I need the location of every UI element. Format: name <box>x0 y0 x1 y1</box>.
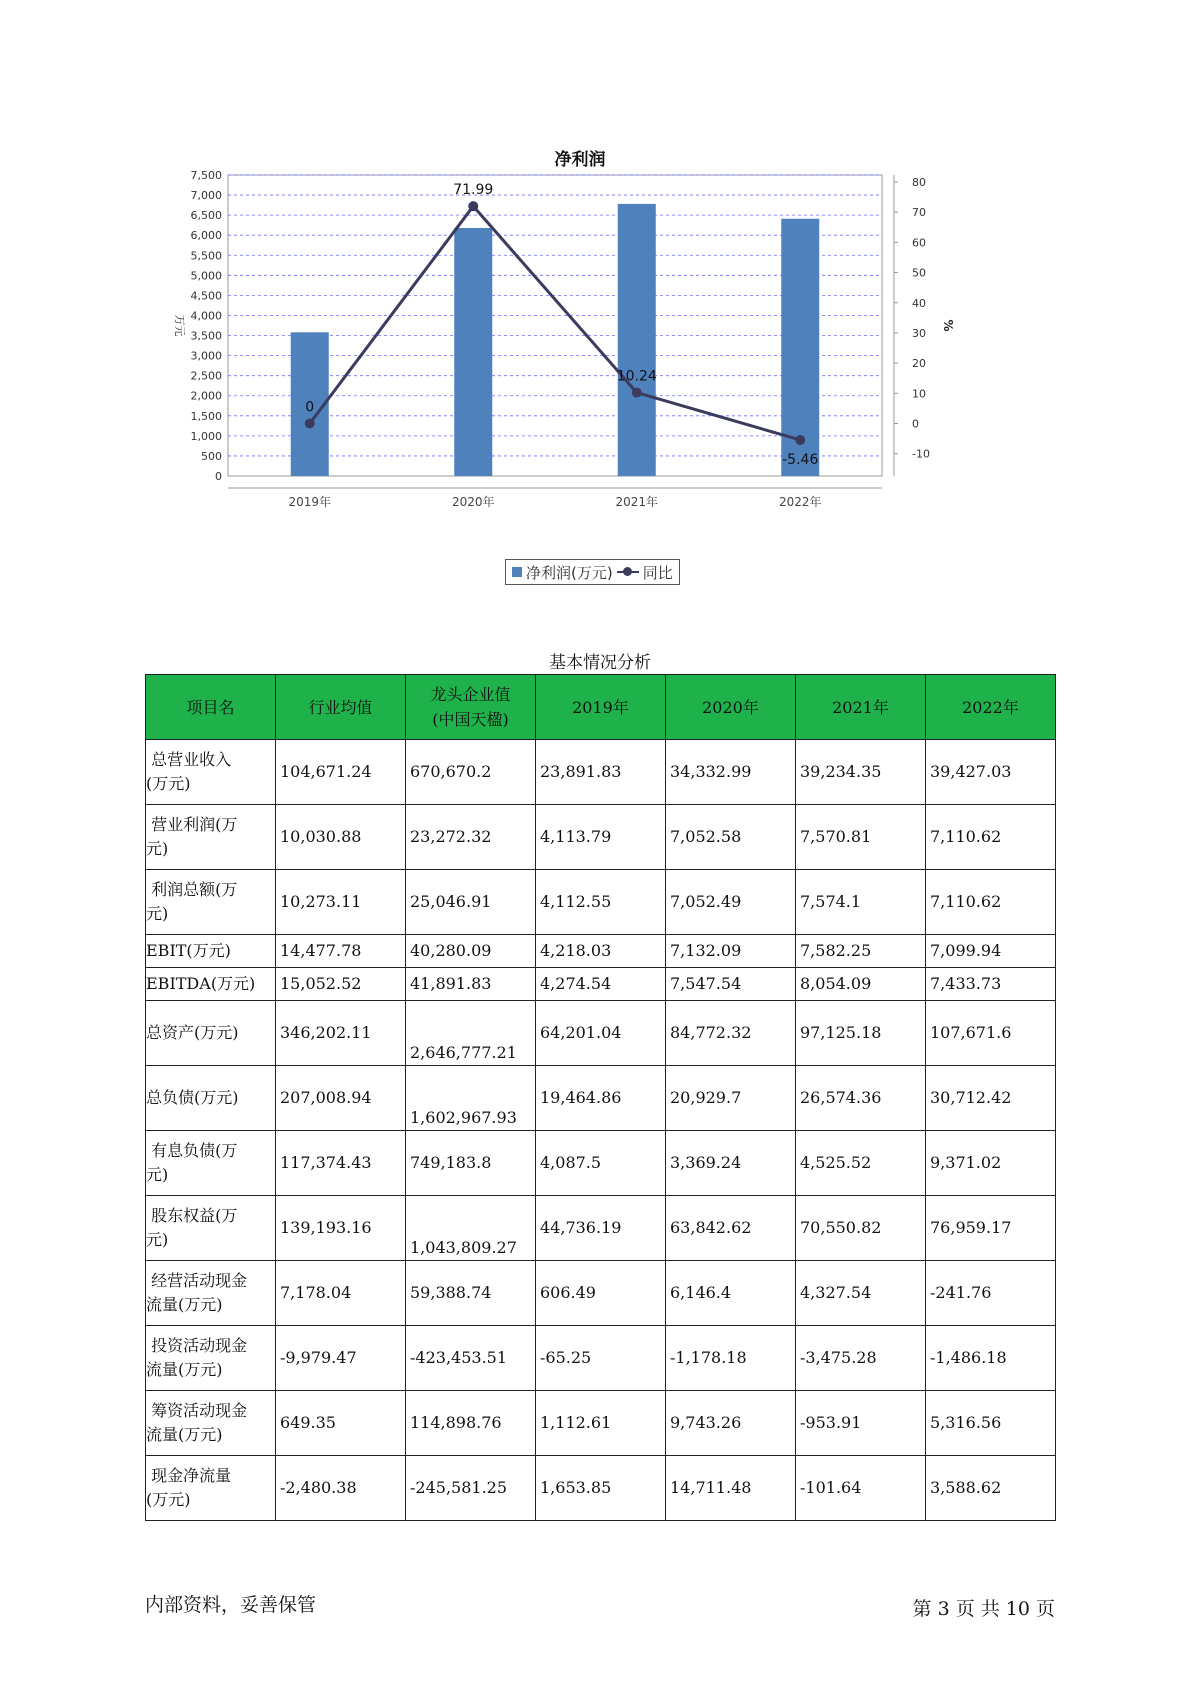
y-tick-label: 1,500 <box>190 409 222 423</box>
legend-bar-label: 净利润(万元) <box>526 563 613 582</box>
table-cell: -101.64 <box>796 1456 926 1521</box>
table-header-cell: 2020年 <box>666 675 796 740</box>
table-cell: 5,316.56 <box>926 1391 1056 1456</box>
table-cell: 26,574.36 <box>796 1066 926 1131</box>
table-cell: 39,234.35 <box>796 740 926 805</box>
table-cell: 104,671.24 <box>276 740 406 805</box>
table-row <box>146 1066 1056 1131</box>
table-cell: -2,480.38 <box>276 1456 406 1521</box>
table-cell: 1,602,967.93 <box>406 1066 536 1131</box>
table-cell: 7,570.81 <box>796 805 926 870</box>
table-cell: 20,929.7 <box>666 1066 796 1131</box>
basic-analysis-table <box>145 674 1056 1521</box>
y2-tick-label: 50 <box>912 266 926 280</box>
row-name-cell: EBITDA(万元) <box>146 968 276 1001</box>
table-cell: 64,201.04 <box>536 1001 666 1066</box>
table-header-cell: 龙头企业值 (中国天楹) <box>406 675 536 740</box>
x-tick-label: 2019年 <box>288 495 332 509</box>
y-tick-label: 2,500 <box>190 369 222 383</box>
row-name-cell: 总资产(万元) <box>146 1001 276 1066</box>
table-cell: 10,273.11 <box>276 870 406 935</box>
table-cell: 117,374.43 <box>276 1131 406 1196</box>
table-header-cell: 项目名 <box>146 675 276 740</box>
table-cell: 3,588.62 <box>926 1456 1056 1521</box>
table-cell: 30,712.42 <box>926 1066 1056 1131</box>
y-tick-label: 0 <box>215 470 222 483</box>
table-cell: 649.35 <box>276 1391 406 1456</box>
bar <box>618 204 656 476</box>
y-tick-label: 1,000 <box>190 429 222 443</box>
yoy-data-label: 0 <box>305 399 315 416</box>
row-name-cell: 投资活动现金 流量(万元) <box>146 1326 276 1391</box>
y-tick-label: 4,500 <box>190 289 222 303</box>
table-cell: 107,671.6 <box>926 1001 1056 1066</box>
table-cell: 1,043,809.27 <box>406 1196 536 1261</box>
table-cell: 8,054.09 <box>796 968 926 1001</box>
y2-tick-label: 70 <box>912 206 926 220</box>
y2-tick-label: 10 <box>912 387 926 401</box>
table-row <box>146 1456 1056 1521</box>
table-cell: -423,453.51 <box>406 1326 536 1391</box>
table-cell: -241.76 <box>926 1261 1056 1326</box>
table-cell: 14,711.48 <box>666 1456 796 1521</box>
table-cell: 44,736.19 <box>536 1196 666 1261</box>
y-tick-label: 7,000 <box>190 189 222 203</box>
table-cell: 7,110.62 <box>926 870 1056 935</box>
table-cell: 114,898.76 <box>406 1391 536 1456</box>
row-name-cell: EBIT(万元) <box>146 935 276 968</box>
table-cell: 7,052.49 <box>666 870 796 935</box>
table-cell: 7,582.25 <box>796 935 926 968</box>
y-tick-label: 500 <box>201 449 222 463</box>
table-cell: 9,743.26 <box>666 1391 796 1456</box>
table-header-cell: 2022年 <box>926 675 1056 740</box>
table-cell: 34,332.99 <box>666 740 796 805</box>
table-cell: 6,146.4 <box>666 1261 796 1326</box>
yoy-data-label: 10.24 <box>616 368 657 385</box>
table-caption: 基本情况分析 <box>549 653 651 673</box>
bar <box>454 228 492 476</box>
table-cell: 749,183.8 <box>406 1131 536 1196</box>
footer-confidential: 内部资料，妥善保管 <box>145 1594 317 1616</box>
y2-tick-label: 30 <box>912 326 926 340</box>
table-cell: -9,979.47 <box>276 1326 406 1391</box>
y-axis-label: 万元 <box>173 314 186 337</box>
table-cell: 19,464.86 <box>536 1066 666 1131</box>
y-tick-label: 6,500 <box>190 209 222 223</box>
table-row <box>146 1261 1056 1326</box>
y2-tick-label: 0 <box>912 417 919 431</box>
table-cell: 7,052.58 <box>666 805 796 870</box>
row-name-cell: 营业利润(万 元) <box>146 805 276 870</box>
y-tick-label: 6,000 <box>190 229 222 243</box>
table-row <box>146 870 1056 935</box>
yoy-point <box>632 388 642 398</box>
table-cell: 15,052.52 <box>276 968 406 1001</box>
table-cell: -953.91 <box>796 1391 926 1456</box>
y2-tick-label: 80 <box>912 176 926 189</box>
y2-tick-label: 60 <box>912 236 926 250</box>
table-row <box>146 740 1056 805</box>
y2-tick-label: 20 <box>912 357 926 371</box>
table-cell: 41,891.83 <box>406 968 536 1001</box>
table-cell: 4,087.5 <box>536 1131 666 1196</box>
table-cell: 3,369.24 <box>666 1131 796 1196</box>
table-cell: 39,427.03 <box>926 740 1056 805</box>
table-cell: 7,099.94 <box>926 935 1056 968</box>
table-cell: 346,202.11 <box>276 1001 406 1066</box>
y-tick-label: 5,500 <box>190 249 222 263</box>
yoy-data-label: 71.99 <box>453 182 494 199</box>
footer-page-number: 第 3 页 共 10 页 <box>912 1598 1055 1620</box>
net-profit-chart <box>160 135 1000 595</box>
y-tick-label: 7,500 <box>190 169 222 182</box>
table-cell: -3,475.28 <box>796 1326 926 1391</box>
yoy-data-label: -5.46 <box>782 451 819 468</box>
row-name-cell: 总负债(万元) <box>146 1066 276 1131</box>
table-cell: 84,772.32 <box>666 1001 796 1066</box>
table-cell: 4,218.03 <box>536 935 666 968</box>
y-tick-label: 4,000 <box>190 309 222 323</box>
table-cell: 4,113.79 <box>536 805 666 870</box>
table-cell: 139,193.16 <box>276 1196 406 1261</box>
row-name-cell: 股东权益(万 元) <box>146 1196 276 1261</box>
row-name-cell: 现金净流量 (万元) <box>146 1456 276 1521</box>
row-name-cell: 利润总额(万 元) <box>146 870 276 935</box>
table-cell: 1,653.85 <box>536 1456 666 1521</box>
table-cell: 4,327.54 <box>796 1261 926 1326</box>
table-row <box>146 935 1056 968</box>
row-name-cell: 有息负债(万 元) <box>146 1131 276 1196</box>
chart-legend <box>505 559 680 585</box>
x-tick-label: 2020年 <box>451 495 495 509</box>
table-cell: 23,272.32 <box>406 805 536 870</box>
table-cell: 4,274.54 <box>536 968 666 1001</box>
table-cell: 9,371.02 <box>926 1131 1056 1196</box>
table-cell: 7,547.54 <box>666 968 796 1001</box>
table-cell: 4,112.55 <box>536 870 666 935</box>
yoy-point <box>468 201 478 211</box>
table-cell: 7,574.1 <box>796 870 926 935</box>
table-cell: -65.25 <box>536 1326 666 1391</box>
legend-line-label: 同比 <box>642 563 673 582</box>
row-name-cell: 经营活动现金 流量(万元) <box>146 1261 276 1326</box>
table-cell: -1,486.18 <box>926 1326 1056 1391</box>
table-cell: 7,132.09 <box>666 935 796 968</box>
row-name-cell: 筹资活动现金 流量(万元) <box>146 1391 276 1456</box>
table-cell: 7,110.62 <box>926 805 1056 870</box>
table-row <box>146 968 1056 1001</box>
y2-tick-label: -10 <box>912 447 930 461</box>
y-tick-label: 2,000 <box>190 389 222 403</box>
table-cell: 4,525.52 <box>796 1131 926 1196</box>
table-cell: 40,280.09 <box>406 935 536 968</box>
table-row <box>146 1131 1056 1196</box>
row-name-cell: 总营业收入 (万元) <box>146 740 276 805</box>
table-row <box>146 1001 1056 1066</box>
table-cell: -1,178.18 <box>666 1326 796 1391</box>
table-row <box>146 1391 1056 1456</box>
yoy-point <box>305 419 315 429</box>
table-cell: 23,891.83 <box>536 740 666 805</box>
table-cell: 76,959.17 <box>926 1196 1056 1261</box>
y-tick-label: 5,000 <box>190 269 222 283</box>
y2-tick-label: 40 <box>912 296 926 310</box>
table-header-cell: 2019年 <box>536 675 666 740</box>
legend-line-swatch <box>617 567 639 577</box>
table-header-cell: 行业均值 <box>276 675 406 740</box>
legend-bar-swatch <box>512 567 522 577</box>
table-cell: 606.49 <box>536 1261 666 1326</box>
table-cell: 7,178.04 <box>276 1261 406 1326</box>
table-cell: -245,581.25 <box>406 1456 536 1521</box>
y-tick-label: 3,000 <box>190 349 222 363</box>
yoy-point <box>795 435 805 445</box>
chart-svg <box>160 135 1000 555</box>
y-tick-label: 3,500 <box>190 329 222 343</box>
table-cell: 59,388.74 <box>406 1261 536 1326</box>
x-tick-label: 2021年 <box>615 495 659 509</box>
table-header-cell: 2021年 <box>796 675 926 740</box>
table-row <box>146 1326 1056 1391</box>
table-cell: 14,477.78 <box>276 935 406 968</box>
table-cell: 10,030.88 <box>276 805 406 870</box>
x-tick-label: 2022年 <box>778 495 822 509</box>
table-cell: 63,842.62 <box>666 1196 796 1261</box>
table-cell: 1,112.61 <box>536 1391 666 1456</box>
table-cell: 207,008.94 <box>276 1066 406 1131</box>
table-row <box>146 1196 1056 1261</box>
table-row <box>146 805 1056 870</box>
y2-axis-label: % <box>941 319 955 332</box>
table-cell: 7,433.73 <box>926 968 1056 1001</box>
table-body <box>146 740 1056 1521</box>
table-header-row <box>146 675 1056 740</box>
chart-title: 净利润 <box>554 150 606 170</box>
table-cell: 2,646,777.21 <box>406 1001 536 1066</box>
table-cell: 97,125.18 <box>796 1001 926 1066</box>
table-cell: 70,550.82 <box>796 1196 926 1261</box>
table-cell: 25,046.91 <box>406 870 536 935</box>
table-cell: 670,670.2 <box>406 740 536 805</box>
